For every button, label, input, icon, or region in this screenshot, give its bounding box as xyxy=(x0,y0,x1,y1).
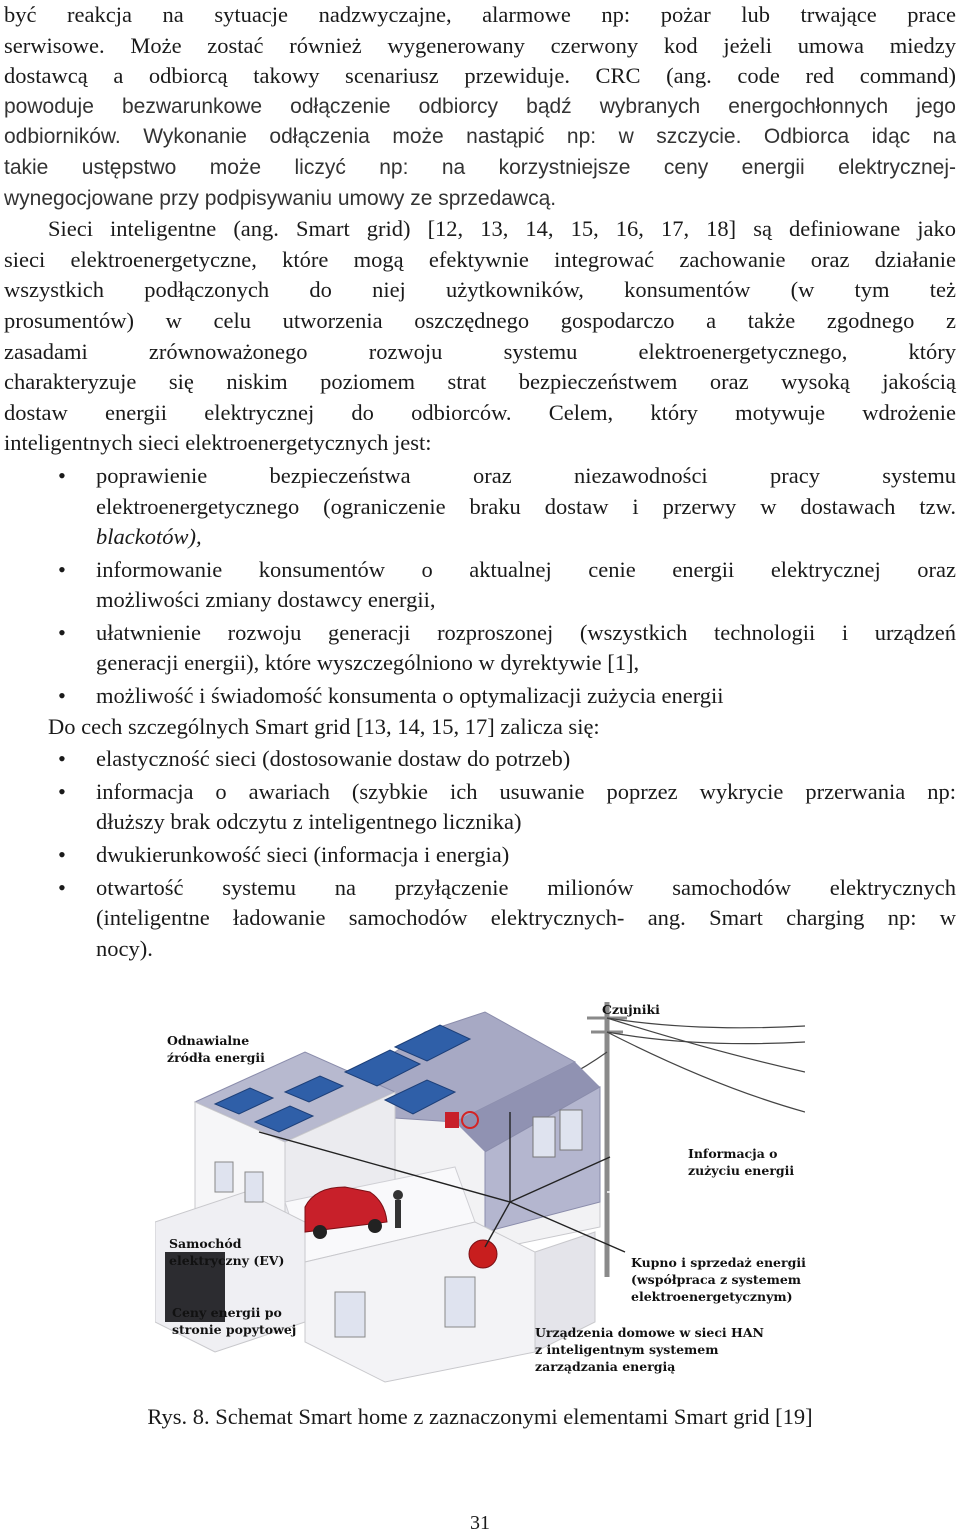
list-item xyxy=(4,618,956,679)
text-line: być reakcja na sytuacje nadzwyczajne, alarmowe np: pożar lub trwające prace xyxy=(4,2,956,27)
list-item xyxy=(4,555,956,616)
text-line: sieci elektroenergetyczne, które mogą efektywnie integrować zachowanie oraz działanie xyxy=(4,246,956,272)
page-number: 31 xyxy=(470,1512,490,1534)
bullet-icon: • xyxy=(58,619,66,645)
label-renewables: Odnawialne źródła energii xyxy=(167,1033,265,1065)
text-line: ułatwnienie rozwoju generacji rozproszonej (wszystkich technologii i urządzeń xyxy=(96,619,956,645)
figure-caption: Rys. 8. Schemat Smart home z zaznaczonymi elementami Smart grid [19] xyxy=(147,1404,813,1429)
bullet-icon: • xyxy=(58,842,66,868)
text-line: elektroenergetycznego (ograniczenie braku dostaw i przerwy w dostawach tzw. xyxy=(96,493,956,519)
text-line: (inteligentne ładowanie samochodów elektrycznych- ang. Smart charging np: w xyxy=(96,905,956,931)
text-line: odbiorników. Wykonanie odłączenia może nastąpić np: w szczycie. Odbiorca idąc na xyxy=(4,125,956,149)
appliance-icon xyxy=(445,1112,459,1128)
bullet-list-2 xyxy=(4,744,956,964)
label-usage-info: Informacja o zużyciu energii xyxy=(688,1146,795,1178)
bullet-list-1 xyxy=(4,461,956,712)
list-intro: Do cech szczególnych Smart grid [13, 14, 15, 17] zalicza się: xyxy=(48,713,600,739)
label-sensors: Czujniki xyxy=(602,1002,660,1017)
bullet-icon: • xyxy=(58,778,66,804)
label-energy-trading: Kupno i sprzedaż energii (współpraca z systemem elektroenergetycznym) xyxy=(631,1255,806,1304)
text-line: takie ustępstwo może liczyć np: na korzystniejsze ceny energii elektrycznej- xyxy=(4,155,956,179)
text-line: elastyczność sieci (dostosowanie dostaw do potrzeb) xyxy=(96,746,571,772)
list-item xyxy=(4,744,956,775)
bullet-icon: • xyxy=(58,746,66,772)
smart-home-figure xyxy=(155,992,805,1392)
text-line: poprawienie bezpieczeństwa oraz niezawodności pracy systemu xyxy=(96,462,956,488)
bullet-icon: • xyxy=(58,874,66,900)
bullet-icon: • xyxy=(58,683,66,709)
text-line: otwartość systemu na przyłączenie milionów samochodów elektrycznych xyxy=(96,874,956,900)
list-item xyxy=(4,873,956,965)
page-body xyxy=(4,0,956,964)
text-line: nocy). xyxy=(96,935,153,961)
text-line: możliwości zmiany dostawcy energii, xyxy=(96,587,436,613)
text-line: informowanie konsumentów o aktualnej cenie energii elektrycznej oraz xyxy=(96,556,956,582)
text-line: serwisowe. Może zostać również wygenerowany czerwony kod jeżeli umowa miedzy xyxy=(4,32,956,58)
text-line: informacja o awariach (szybkie ich usuwanie poprzez wykrycie przerwania np: xyxy=(96,778,956,804)
text-line: Sieci inteligentne (ang. Smart grid) [12, 13, 14, 15, 16, 17, 18] są definiowane jako xyxy=(48,216,956,242)
text-line: wszystkich podłączonych do niej użytkowników, konsumentów (w tym też xyxy=(4,277,956,303)
list-item xyxy=(4,681,956,712)
paragraph-2 xyxy=(4,214,956,459)
label-electric-vehicle: Samochód elektryczny (EV) xyxy=(169,1236,285,1268)
bullet-icon: • xyxy=(58,556,66,582)
text-line: zasadami zrównoważonego rozwoju systemu elektroenergetycznego, który xyxy=(4,338,956,364)
text-line: wynegocjowane przy podpisywaniu umowy ze sprzedawcą. xyxy=(4,186,557,210)
text-line: dwukierunkowość sieci (informacja i energia) xyxy=(96,842,510,868)
list-item xyxy=(4,777,956,838)
text-line: dostaw energii elektrycznej do odbiorców. Celem, który motywuje wdrożenie xyxy=(4,399,956,425)
label-han-devices: Urządzenia domowe w sieci HAN z inteligentnym systemem zarządzania energią xyxy=(535,1325,764,1374)
smart-meter-icon xyxy=(469,1240,497,1268)
text-line: powoduje bezwarunkowe odłączenie odbiorcy bądź wybranych energochłonnych jego xyxy=(4,94,956,118)
text-line: prosumentów) w celu utworzenia oszczędnego gospodarczo a także zgodnego z xyxy=(4,307,956,333)
bullet-icon: • xyxy=(58,462,66,488)
list-item xyxy=(4,840,956,871)
paragraph-1 xyxy=(4,0,956,214)
text-line: charakteryzuje się niskim poziomem strat bezpieczeństwem oraz wysoką jakością xyxy=(4,369,956,395)
text-line: generacji energii), które wyszczególniono w dyrektywie [1], xyxy=(96,650,640,676)
list-item xyxy=(4,461,956,553)
text-line: blackotów), xyxy=(96,524,202,550)
text-line: dłuższy brak odczytu z inteligentnego licznika) xyxy=(96,809,522,835)
text-line: możliwość i świadomość konsumenta o optymalizacji zużycia energii xyxy=(96,683,724,709)
text-line: inteligentnych sieci elektroenergetycznych jest: xyxy=(4,430,432,456)
person-icon xyxy=(395,1200,401,1228)
text-line: dostawcą a odbiorcą takowy scenariusz przewiduje. CRC (ang. code red command) xyxy=(4,63,956,89)
label-demand-prices: Ceny energii po stronie popytowej xyxy=(172,1305,297,1337)
